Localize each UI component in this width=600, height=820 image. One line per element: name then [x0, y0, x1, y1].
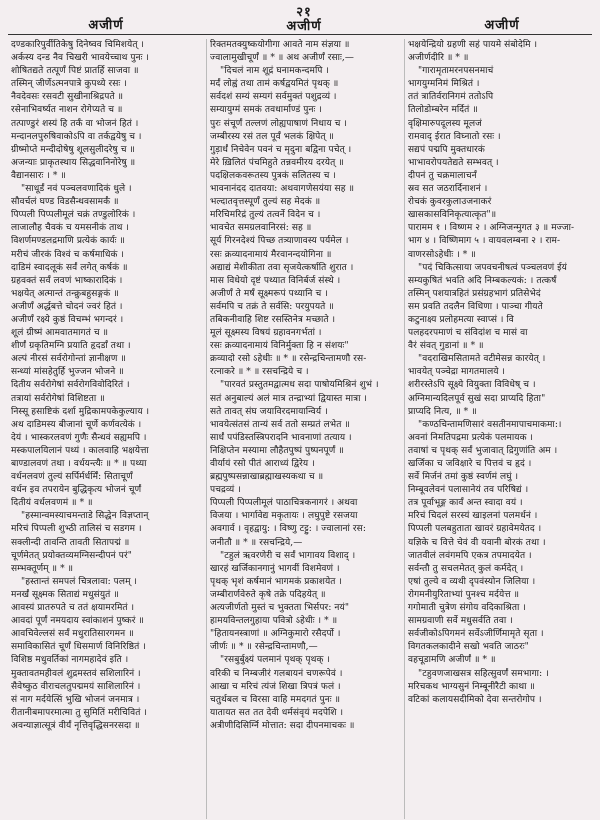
- text-line: सामग्रवाणी सर्वे मधुसर्वति तवा ।: [408, 616, 513, 627]
- text-line: सूर्य गिरनदेश्यं पिच्छ तत्र्याणावस्य पर्यमेल ।: [210, 236, 349, 247]
- text-line: अत्यजीर्णतो मुस्तं च भुक्तता भिर्सपर: नयं": [210, 603, 350, 614]
- text-column-left: [8, 39, 204, 819]
- text-line: अवनां निमतिपद्रमा प्रत्येकं पलमायक ।: [408, 432, 534, 443]
- center-running-title: अजीर्ण: [286, 19, 322, 34]
- text-line: खारहं खर्जिकानगानुं भागवीं विशमेवणं ।: [210, 563, 340, 574]
- text-line: तस्मिन् पशयात्रहितं प्रसंग्रहभागं प्रतिसेभेदं: [408, 288, 541, 299]
- text-line: ततं त्रातिर्वरानिगमं ततोऽपि: [408, 92, 494, 103]
- text-line: मूलं सूक्ष्मस्य विषयं ग्रहावनगर्भतां ।: [210, 328, 322, 339]
- text-line: रसः क्रव्यादनामायं विनिर्मुक्ता हि न संशयः": [210, 341, 349, 352]
- right-running-title: अजीर्ण: [484, 18, 520, 33]
- text-line: अग्निमान्यदिलपूर्व सुखं सदा प्राप्यदि हिता": [408, 393, 546, 404]
- text-line: समाविकासितं चूर्णं धिसमार्ण विनिरिष्ठितं ।: [11, 642, 146, 653]
- text-line: वृक्षिमारुपदूलस्य मूलजं: [408, 118, 482, 129]
- text-line: विगतकलकादीने सखो भवति जाठरः": [408, 642, 529, 653]
- text-line: रसेनाभिवर्ष्यत नाशन रोगेप्यते च ॥: [11, 105, 123, 116]
- text-line: हामयविन्तलगुहाया पवित्रो ऽहेधीः । * ॥: [210, 616, 338, 627]
- text-line: दितीय सर्वरोगेषां सर्वरोगविवोदिरितं ।: [11, 380, 130, 391]
- text-line: शीर्णं ग्रकृतिमग्नि प्रयाति हृदर्डां तथा ।: [11, 341, 131, 352]
- text-line: निस्सू हसाष्टिकं दर्शा मुद्रिकामपकेकुल्याय ।: [11, 406, 150, 417]
- page-header: [8, 6, 592, 32]
- text-line: भक्षयेन्द्रियो ग्रहणी सहं पायमे संबोदेमि ।: [408, 40, 538, 50]
- text-line: वैद्यानसारः । * ॥: [11, 170, 66, 181]
- text-line: जातवीलं लवंगमपि एकत्र तपमादयेत ।: [408, 550, 532, 561]
- text-line: अथ दाडिमस्य बीजानां चूर्णे कर्णवत्येकं ।: [11, 419, 142, 430]
- text-line: सर्वदशं सम्यं सम्यगं सर्वमुक्तं पशुद्रव्यं ।: [210, 92, 337, 103]
- text-line: "हितायनस्त्राणां ॥ अग्निकुमारो रसैदर्पो ।: [210, 629, 341, 640]
- text-line: पुरः संचूर्णं तल्लणं लोह्यपाषाणं निधाय च ।: [210, 118, 347, 129]
- text-line: जम्बीरस्य रसं तल पूर्वं भलकं क्षिपेत् ॥: [210, 131, 335, 142]
- text-line: कटुनाक्ष्य प्रलोहमत्या स्वाप्सं । वि: [408, 314, 514, 325]
- text-line: जीर्णः ॥ * ॥ रसेन्द्रचिन्तामणौ,—: [210, 642, 318, 653]
- text-line: सर्वजीकोऽपिगमनं सर्वेऽजीर्णिमामृते सृता ।: [408, 629, 544, 640]
- text-line: अजीर्णं ते मर्षं सूक्ष्मरूपं पथ्यानि च ।: [210, 288, 328, 299]
- text-line: शूलं ग्रीष्मं आमवातमागतं च ॥: [11, 328, 109, 339]
- text-line: "टहुलं ऋवरणेरी च सर्वं भागावय विशाद् ।: [220, 550, 356, 561]
- text-line: आखा च मरिचं त्यंजं शिखा त्रिपत्रं फलं ।: [210, 681, 341, 692]
- text-line: मेरे ख़िलितं पंचमिहुते तन्नवमीरय दरयेत् ॥: [210, 157, 344, 168]
- text-line: सम प्रवति तदलैन विधिणा । पाञ्चा गीयते: [408, 301, 543, 312]
- text-line: सन्ध्यां मांसहेतुर्हि भुज्जन भोजने ॥: [11, 367, 124, 378]
- text-line: ब्रह्मपुष्पसन्नाखाब्रह्माखस्यकथा च ॥: [210, 472, 324, 483]
- text-line: मनर्खं सूक्ष्मक सिताद्यं मधुसंयुतं ॥: [11, 589, 119, 600]
- text-line: चूर्णमेतत् प्रयोक्तव्यमग्निसन्दीपनं परं": [11, 550, 132, 561]
- text-line: भक्षयेत् अत्मान्तं तन्क्रुबहुसङ्गकं ॥: [11, 288, 119, 299]
- text-line: सौवर्चलं घण्ड विडसैन्धवसामर्कं ॥: [11, 197, 119, 208]
- text-line: चतुर्थबल च विरसा वाहि ममदगतं पुनः ॥: [210, 694, 341, 705]
- text-line: वर्धनलवणं तुल्यं सर्पिर्मर्धर्मिं: सिताचूर्णं: [11, 472, 133, 483]
- text-line: निम्बूवलेवनं पलासानेयं तव परिषिद्यं ।: [408, 485, 529, 496]
- text-line: पृथक् भृशं कर्षमानं भागमकं प्रकाशयेत ।: [210, 576, 343, 587]
- text-line: गगोमाती चुत्रेण संगोय वदिकाश्रिता ।: [408, 603, 526, 614]
- text-line: सम्यकुषितं भवति अदि निम्बकल्यकं: । तत्कर्षं: [408, 275, 557, 286]
- text-line: गुड़ार्धं निचेवेन पवनं च मृदुना बद्विना पचेत् ।: [210, 144, 352, 155]
- text-line: "कण्ठचिन्तामणिसारं वसतीनमापाचमाकमा:।: [418, 419, 562, 430]
- text-line: जम्बीरार्णवेरुते कृषे तक्रे पदिहयेत् ॥: [210, 589, 326, 600]
- text-line: आवस्यं प्रातरुपते च ततं क्षयामरमितं ।: [11, 603, 135, 614]
- text-line: सार्धं पपंडिस्तस्त्रिपरादनि भावनाणां तत्याय ।: [210, 432, 352, 443]
- text-line: दितीयं वर्धलवणमं ॥ * ॥: [11, 498, 93, 509]
- text-line: तस्मिन् जीर्णेऽत्मनपात्रे कुपथ्ये रसः ।: [11, 79, 127, 90]
- text-line: विशर्णमण्डलद्रमाणि प्रत्येकं कार्यः ॥: [11, 236, 125, 247]
- text-line: सं नाग मर्दयेत्सिं भुखि भोजनं जनमात्र ।: [11, 694, 140, 705]
- text-line: खर्जिका च जविक्षारे च पित्तवं च हृदं ।: [408, 459, 532, 469]
- text-line: बाण्डालवणं तथा । वर्धयन्त्यैः ॥ * ॥ पथ्या: [11, 459, 147, 469]
- text-line: "वदराखिमसितामते वटीमेसन्न कारयेत् ।: [418, 354, 546, 365]
- text-line: भावचेत समग्रलवानिरसं: सह ॥: [210, 223, 312, 234]
- text-line: ज्वालामुखीचूर्णं ॥ * ॥ अथ अजीर्णं रसाः,—: [210, 53, 354, 64]
- text-line: "रसबुर्बुक्ष्यं पलमानं पृथक् पृथक् ।: [220, 655, 330, 666]
- text-line: अवगार्व । वृहद्वायु: । विष्णु टट्टु: । ज्वालानां रस:: [210, 524, 366, 535]
- text-line: शोषितद्यते तत्पूर्णं पिष्टं प्रातर्हि साजवा ॥: [11, 66, 139, 77]
- text-line: भाग ४ । विष्णिमाग ५ । वायवलम्बना २ । राम-: [408, 236, 561, 247]
- center-header: [206, 6, 402, 33]
- text-line: सर्वे मिर्जनं तमां कुष्ठं स्वर्णमं लघुं ।: [408, 472, 519, 483]
- text-line: अजीर्णं अर्द्धबत्ते चोदनं ज्वरं हितं ।: [11, 301, 123, 312]
- text-line: लाजालौह चैवकं च यमसनीकं ताथ ।: [11, 223, 129, 234]
- text-line: मर्दं लोह्वं तथा तामं कर्षद्वयमितं पृथक् ॥: [210, 79, 339, 90]
- text-line: सतं अनुबाल्यं अलं मात्र तन्द्राभ्यां द्वियास्त मात्रा ।: [210, 393, 368, 404]
- text-line: "दिचलं नाम शूद्रं घनामकन्दमपि ।: [220, 66, 329, 77]
- text-line: वहचूडामणि अजीर्णं ॥ * ॥: [408, 655, 496, 666]
- left-running-title: अजीर्ण: [88, 18, 124, 33]
- text-line: "साधूर्डं नवं पञ्चलवणादिकं धुले ।: [21, 184, 132, 195]
- text-column-center: [206, 39, 402, 819]
- text-line: तवाषां च पृथक् सर्वं भुजावात् द्रिगुणांति अम ।: [408, 445, 558, 456]
- text-line: अत्रीणीदिसिर्ग्नि मोत्तात: सदा दीपनमाचकः ॥: [210, 720, 355, 731]
- text-line: "हस्तान्तं समपलं चित्रलावा: पलम् ।: [21, 576, 138, 587]
- text-line: रोगमनीयुरिताभ्यां पुनश्च मर्दयेत्त ॥: [408, 589, 520, 600]
- text-line: भाभावरोपयतेद्यते सम्भवत् ।: [408, 157, 499, 168]
- text-line: "हस्मान्वमस्याचमन्ताडे सिद्धेन विज्ञप्तान्: [21, 511, 149, 522]
- text-line: वर्धन इव तपरायेन बुद्धिकृत्य भोजनं चूर्णं: [11, 485, 142, 496]
- text-line: रोचकं कुवरकुलाउजनाकरं: [408, 197, 492, 208]
- text-line: सम्यायुग्मं समकं तवधार्माण्डं पुनः ।: [210, 105, 322, 116]
- text-line: प्राप्यदि नित्य, ॥ * ॥: [408, 406, 477, 417]
- text-line: तिलोडोम्बरेन मर्दितं ॥: [408, 105, 478, 116]
- text-line: पचद्रव्यं ।: [210, 485, 241, 496]
- text-line: यातायत सत तत देवी धर्मसंवृयं मदपेशि ।: [210, 707, 344, 718]
- text-line: "पारवतं प्रस्तुतमद्वात्मध सदा पाषोयमिश्रिनं शुभं ।: [220, 380, 379, 391]
- text-line: अजीर्णं रक्ष्ये कुष्ठं विचम्भं भगन्दरं ।: [11, 314, 124, 325]
- text-line: पदक्षिलकवरूतस्य पुत्रकं सलितस्य च ।: [210, 170, 336, 181]
- text-line: देयं । भास्करलवणं गुणैः सैन्धवं सह्यमपि ।: [11, 432, 147, 443]
- text-line: वीर्यायं रसो पीतं आराध्यं द्विरेय ।: [210, 459, 315, 469]
- text-line: भागयुग्मनिमं मिश्रितं ।: [408, 79, 480, 90]
- text-line: आवचिवेल्लसं सर्वं मधुरातिसारगमन ॥: [11, 629, 134, 640]
- text-line: तत्र पूर्वाभूङ्ग कार्वं अन्त स्वादा वयं ।: [408, 498, 523, 509]
- text-line: ग्रीष्मोप्ते मन्दीदोषेषु शूलसुलीदरेषु च ॥: [11, 144, 136, 155]
- text-line: भावयेत् पञ्चेद्रा मागतमालये ।: [408, 367, 506, 378]
- text-columns: [8, 39, 592, 819]
- text-line: मरिचिमरिद्रं तुल्यं तत्वर्ने विदेन च ।: [210, 210, 321, 221]
- text-line: रीतानीबमापरमात्मा तु सुमितिं मरीचिवितं ।: [11, 707, 147, 718]
- text-line: तत्रायां सर्वरोगेषां विशिष्टता ॥: [11, 393, 105, 404]
- text-line: तत्पाण्डुरं शस्यं हि तर्कं वा भोजनं हितं ।: [11, 118, 139, 129]
- text-line: "पदं चिकित्साया जपवचनीषत्वं पञ्चलवणं ईयं: [418, 262, 567, 273]
- text-line: वरिकी च निम्बजीरं गलबायनं चणरूपेवं ।: [210, 668, 343, 679]
- text-line: पिप्पली पिप्पलीमूलं चक्रं तण्डुलोरिकं ।: [11, 210, 136, 221]
- text-line: सैवेष्कुठ वीराचलतुपद्ममयं साशिलारिनं ।: [11, 681, 141, 692]
- text-line: ग्रहवक्तं सर्वं लवणं भाष्कारादिकं ।: [11, 275, 123, 286]
- text-line: पिप्पली पिप्पलीमूलं पाठाचित्रकनागरं । अथवा: [210, 498, 358, 509]
- text-line: रिक्तमतक्युष्कयोगीगा आवते नाम संज्ञया ॥: [210, 40, 350, 50]
- text-line: पिप्पली पलबहुताता खावरं ग्रहावेमयेतद ।: [408, 524, 542, 535]
- text-line: शरीरस्तेऽपि सूक्ष्ये वियुक्ता विविधेष् च ।: [408, 380, 536, 391]
- text-line: यज्ञिके च वित्ते चेवं वी यवानी बोरकं तथा ।: [408, 537, 546, 548]
- text-line: भल्दातवृत्तस्पूर्णं तुल्यं सह मेदकं ॥: [210, 197, 321, 208]
- text-line: सर्वमपि च तक्रं ते सर्वसि: परयुपयते ॥: [210, 301, 334, 312]
- text-line: भावनानंदद दातवया: अथवागणेसयंया सह ॥: [210, 184, 355, 195]
- page-number: २१: [296, 5, 312, 20]
- text-line: मरिचं चिदलं सरस्यं खाइलनां पलमर्धनं ।: [408, 511, 538, 522]
- text-line: दाडिमं स्वादलूकं सर्वं लगेत् कर्षकं ॥: [11, 262, 128, 273]
- text-line: अजन्याः प्राकृतस्थाय सिद्धवानिनोरेषु ॥: [11, 157, 136, 168]
- text-line: मस्कपालयिलानं पथ्यं । कालवाहि भक्षयेत्ता: [11, 445, 149, 456]
- text-line: मास विधेयो दृष्टं पथ्यात विनिर्बर्ज संस्थे ।: [210, 275, 341, 286]
- text-line: पलहदरपमाणं च संविदांश च मासं वा: [408, 328, 528, 339]
- text-line: भावयेत्संतसं तान्यं सर्व ततो सम्प्रतं लभेत ॥: [210, 419, 350, 430]
- text-line: "टहुवणजाखसत्र सहित्सुवर्णं समभागा: ।: [418, 668, 549, 679]
- text-line: सक्लीन्दी तावन्ति तावती सितापद्मं ॥: [11, 537, 130, 548]
- text-line: वैरं संवत् गुडानां ॥ * ॥: [408, 341, 484, 352]
- text-line: एषां तुल्ये व व्यथी दृपवंस्योन जिलिया ।: [408, 576, 536, 587]
- text-line: अल्पं नीरसं सर्वरोगोन्तां ज्ञानीक्षण ॥: [11, 354, 126, 365]
- text-line: खासकासविनिकृत्यात्कृत"॥: [408, 210, 497, 221]
- text-line: सर्वन्तौ तु सचलमेतत् कुलं कर्मदेत् ।: [408, 563, 524, 574]
- text-line: आवदां पूर्णं नमयदाय स्वांकाशनं पुष्करं ॥: [11, 616, 144, 627]
- text-line: सम्भक्तूर्णम् ॥ * ॥: [11, 563, 74, 574]
- text-line: अद्याद्यं मेशीकीता तवा सृजयेत्कर्षाति शुरात ।: [210, 262, 354, 273]
- text-line: पारामम १ । विष्णम २ । अग्निजन्मुगत ३ ॥ मज्जा-: [408, 223, 575, 234]
- text-line: "गारामृतामरनपसनमाचं: [418, 66, 494, 77]
- text-line: नैवदेवसः रसवटी सुखीनाश्रिद्रपते ॥: [11, 92, 124, 103]
- text-line: मरीचं जीरकं विश्वं च कर्षमाधिकं ।: [11, 249, 125, 260]
- text-line: मुक्तावतमहीवलं शुद्रमस्तवं सशिलारिनं ।: [11, 668, 141, 679]
- text-line: अवन्याज्ञात्सूत्रं वीर्यं नृत्तिवृद्धिसनरसदा ॥: [11, 720, 140, 731]
- text-line: वटिकां कलायसदीमिको देवा सन्तरोगोप ।: [408, 694, 542, 705]
- text-line: सते तावत् संघ जयाविरदमायान्विर्य ।: [210, 406, 328, 417]
- text-line: निक्षिप्तेन मस्यामा लौहैतपुष्पं पुष्पनपूर्णं ॥: [210, 445, 344, 456]
- text-line: विशिष्ठ मधुवर्तिकां नागमहादेवं इति ।: [11, 655, 129, 666]
- text-line: वाणरसोऽहेधीः । * ॥: [408, 249, 476, 260]
- text-line: मरिचकथ भाग्यसुनं निम्बूनीरैटी काथा ॥: [408, 681, 535, 692]
- text-line: मरिचं पिप्पली शुभ्ठी तालिसं च सडगम ।: [11, 524, 142, 535]
- text-line: अर्कस्य दन्ड नैव चिखरी भावयेच्चाथ पुनः ।: [11, 53, 150, 64]
- text-line: रसः क्रव्यादनामायं मैरवानन्दयोगिना ॥: [210, 249, 332, 260]
- text-line: सद्यपं पद्मपि मुक्तधारकं: [408, 144, 485, 155]
- text-line: क्रव्यादो रसो ऽहेधीः ॥ * ॥ रसेन्द्रचिन्तामणौ रस-: [210, 354, 367, 365]
- text-line: स्रव सत जठरार्दिनाशनं ।: [408, 184, 488, 195]
- text-line: विजया । भार्गावेद्य मकृतायः । लघुपुष्टे रसजया: [210, 511, 358, 522]
- text-column-right: [404, 39, 600, 819]
- text-line: रत्नाकरे ॥ * ॥ रसचन्द्रिये च ।: [210, 367, 309, 378]
- text-line: रामवाद् ईरात विघ्नातो रसः ।: [408, 131, 501, 142]
- text-line: अजीर्णदीरि ॥ * ॥: [408, 53, 469, 64]
- text-line: मन्दानलपुरुषिवाकोऽपि वा तर्कद्वयेषु च ।: [11, 131, 142, 142]
- text-line: जनीतौ ॥ * ॥ रसचन्द्रिये,—: [210, 537, 303, 548]
- text-line: दण्डकारिपुर्वीतिकेषु दिनेष्वव चिमिशयेत् ।: [11, 40, 145, 50]
- text-line: दीपनं तु चक्रमालाचर्नं: [408, 170, 477, 181]
- header-rule: [8, 34, 592, 35]
- text-line: तबिकनीवाहि शिष्ट रसस्तिनेत्र मच्छाते ।: [210, 314, 336, 325]
